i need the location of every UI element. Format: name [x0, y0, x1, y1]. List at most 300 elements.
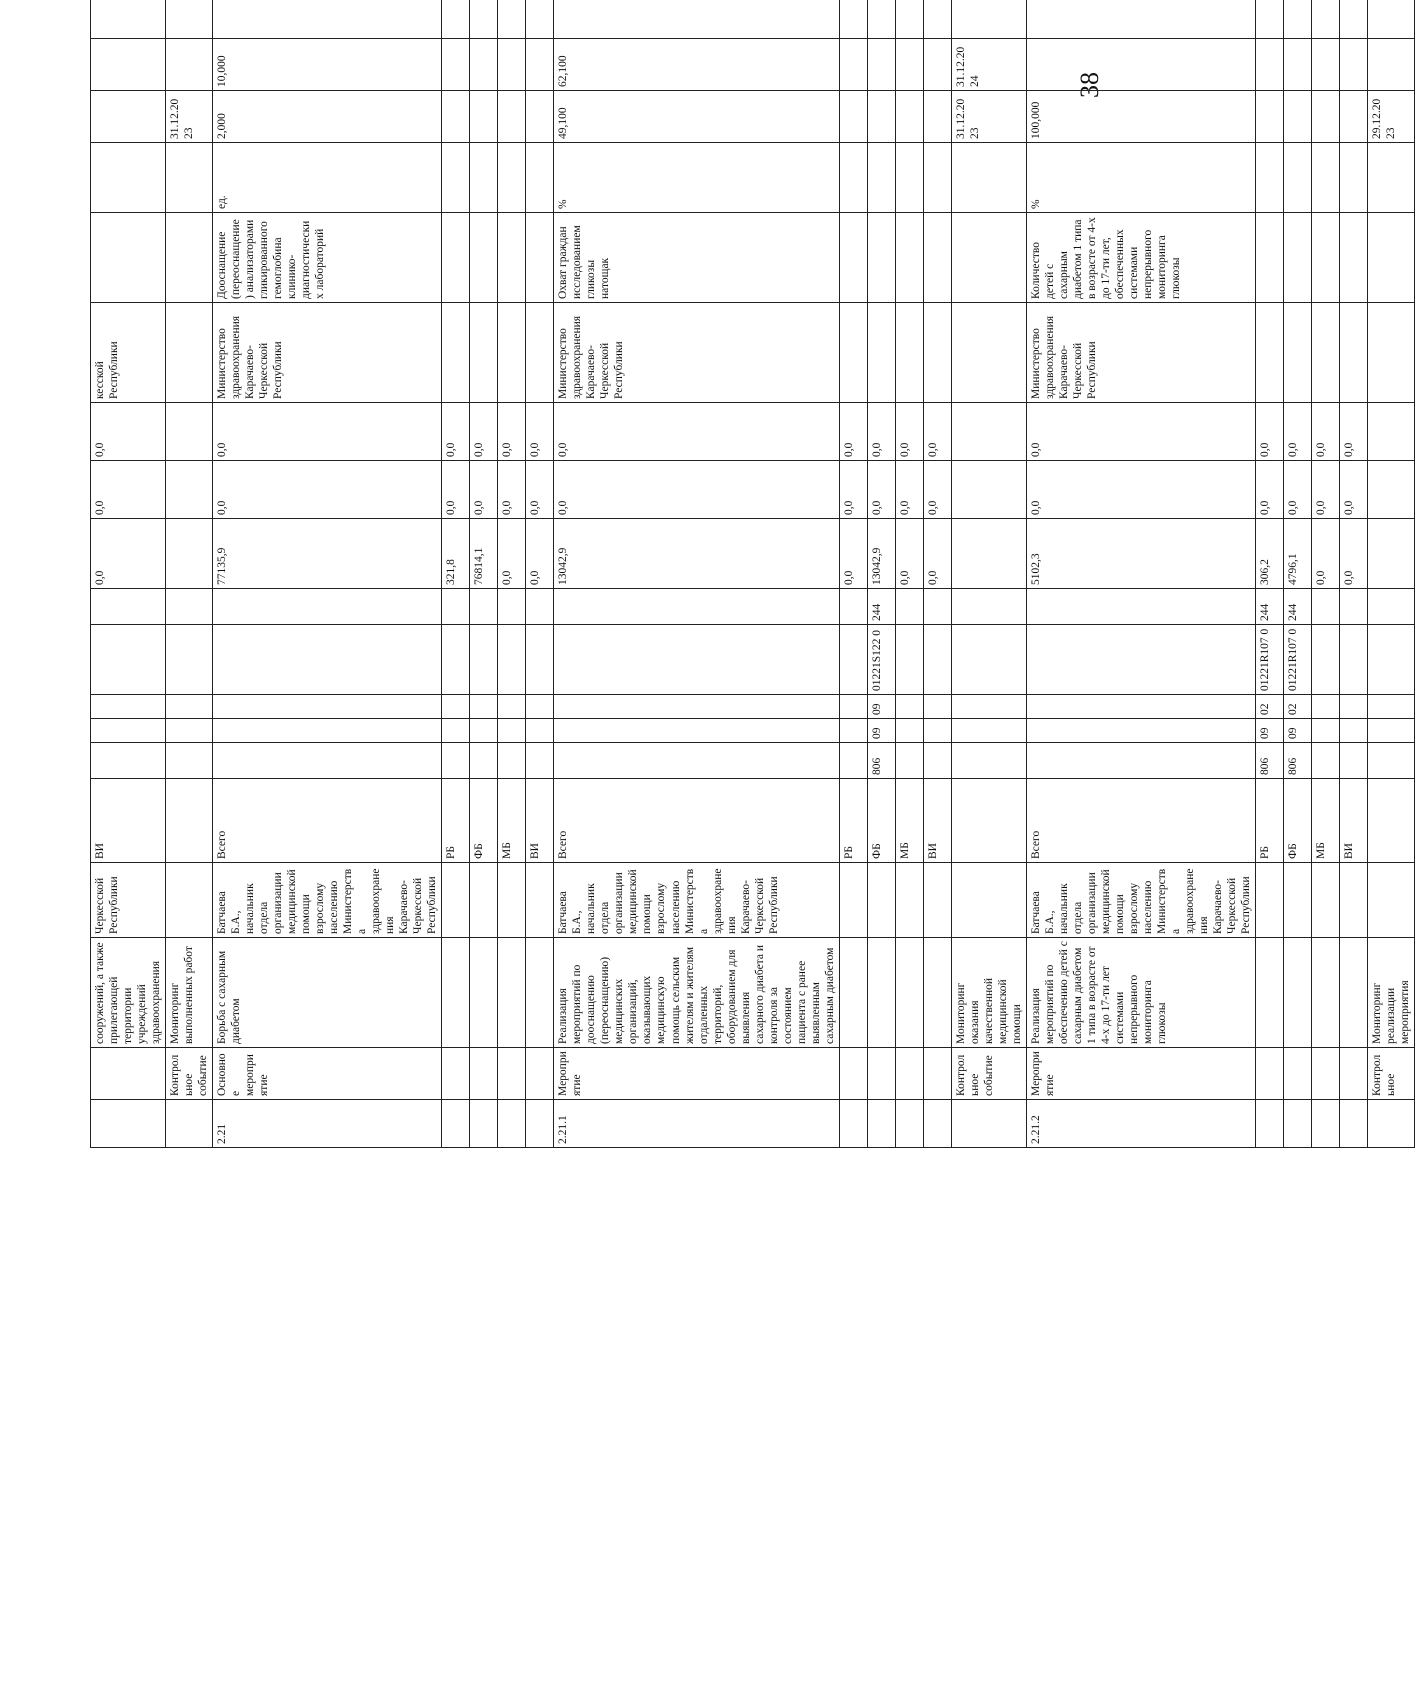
table-cell: [442, 938, 470, 1048]
table-cell: [895, 39, 923, 91]
table-cell: [839, 938, 867, 1048]
table-cell: [951, 779, 1026, 863]
table-cell: [91, 719, 166, 743]
table-cell: [91, 0, 166, 39]
table-cell: 0,0: [526, 519, 554, 589]
table-cell: [442, 695, 470, 719]
table-cell: 0,0: [1284, 461, 1312, 519]
table-cell: Всего: [554, 779, 839, 863]
table-cell: [166, 303, 213, 403]
table-cell: [895, 1100, 923, 1148]
table-cell: [498, 143, 526, 213]
table-cell: РБ: [839, 779, 867, 863]
table-cell: Министерство здравоохранения Карачаево-Черкесской Республики: [1026, 303, 1255, 403]
table-cell: [895, 303, 923, 403]
table-cell: [526, 1048, 554, 1100]
table-cell: [554, 719, 839, 743]
table-cell: [442, 589, 470, 625]
table-cell: [442, 143, 470, 213]
table-cell: [498, 719, 526, 743]
table-cell: 0,0: [91, 403, 166, 461]
table-cell: МБ: [895, 779, 923, 863]
table-cell: [526, 143, 554, 213]
table-cell: Всего: [1026, 779, 1255, 863]
table-cell: [895, 625, 923, 695]
table-cell: [213, 719, 442, 743]
table-cell: [470, 863, 498, 938]
table-cell: [526, 1100, 554, 1148]
table-cell: [1312, 39, 1340, 91]
table-cell: 09: [1284, 719, 1312, 743]
table-cell: [498, 303, 526, 403]
table-cell: [1368, 0, 1415, 39]
table-cell: 244: [1284, 589, 1312, 625]
table-cell: 0,0: [1340, 403, 1368, 461]
table-cell: [1368, 719, 1415, 743]
table-cell: 0,0: [839, 403, 867, 461]
table-row: [166, 0, 213, 1148]
table-cell: [1026, 39, 1255, 91]
table-cell: [951, 303, 1026, 403]
table-cell: [1368, 695, 1415, 719]
table-cell: [554, 0, 839, 39]
table-cell: [1284, 863, 1312, 938]
table-cell: [895, 863, 923, 938]
table-cell: 31.12.2023: [166, 91, 213, 143]
table-cell: [1256, 143, 1284, 213]
table-cell: [166, 625, 213, 695]
table-row: [213, 0, 442, 1148]
table-cell: [951, 625, 1026, 695]
table-cell: [839, 1048, 867, 1100]
table-cell: 0,0: [1340, 519, 1368, 589]
table-cell: [91, 589, 166, 625]
table-cell: ВИ: [923, 779, 951, 863]
table-cell: [470, 0, 498, 39]
table-cell: [1312, 0, 1340, 39]
table-cell: [442, 303, 470, 403]
page-number: 38: [1075, 72, 1104, 98]
table-cell: [213, 695, 442, 719]
table-cell: [498, 863, 526, 938]
table-cell: [951, 461, 1026, 519]
table-cell: [923, 743, 951, 779]
table-cell: 0,0: [470, 403, 498, 461]
table-cell: 806: [1284, 743, 1312, 779]
table-cell: [442, 91, 470, 143]
table-cell: [839, 695, 867, 719]
table-cell: [1368, 625, 1415, 695]
table-cell: [470, 695, 498, 719]
table-cell: [839, 0, 867, 39]
table-cell: [1368, 519, 1415, 589]
table-cell: 0,0: [1340, 461, 1368, 519]
table-cell: [1284, 303, 1312, 403]
table-cell: [554, 625, 839, 695]
table-cell: [470, 743, 498, 779]
table-cell: 0,0: [867, 403, 895, 461]
table-cell: 244: [1256, 589, 1284, 625]
table-row: [91, 0, 166, 1148]
table-cell: Борьба с сахарным диабетом: [213, 938, 442, 1048]
table-cell: [213, 743, 442, 779]
table-cell: [498, 695, 526, 719]
table-cell: 0,0: [839, 461, 867, 519]
table-cell: [1256, 938, 1284, 1048]
table-cell: [1368, 39, 1415, 91]
table-cell: [895, 589, 923, 625]
table-cell: [1312, 303, 1340, 403]
table-cell: МБ: [498, 779, 526, 863]
table-cell: ФБ: [867, 779, 895, 863]
table-row: [526, 0, 554, 1148]
table-cell: [1368, 213, 1415, 303]
table-cell: 0,0: [1026, 403, 1255, 461]
table-cell: [498, 1100, 526, 1148]
table-cell: 02: [1256, 695, 1284, 719]
table-cell: [1368, 743, 1415, 779]
table-cell: [526, 39, 554, 91]
table-cell: 0,0: [895, 403, 923, 461]
table-cell: РБ: [442, 779, 470, 863]
table-cell: [951, 743, 1026, 779]
table-cell: [839, 589, 867, 625]
table-cell: [895, 143, 923, 213]
table-cell: [91, 91, 166, 143]
table-cell: 0,0: [442, 403, 470, 461]
table-cell: ВИ: [1340, 779, 1368, 863]
table-cell: [1368, 863, 1415, 938]
table-cell: [923, 213, 951, 303]
table-cell: [442, 0, 470, 39]
table-cell: [923, 303, 951, 403]
table-cell: [213, 0, 442, 39]
table-cell: 77135,9: [213, 519, 442, 589]
table-cell: [839, 863, 867, 938]
table-cell: [442, 625, 470, 695]
table-cell: [498, 39, 526, 91]
table-row: [1340, 0, 1368, 1148]
table-cell: [867, 863, 895, 938]
table-row: [1256, 0, 1284, 1148]
table-cell: [839, 743, 867, 779]
table-row: [442, 0, 470, 1148]
table-cell: [442, 863, 470, 938]
table-cell: [895, 938, 923, 1048]
table-cell: 2.21: [213, 1100, 442, 1148]
table-cell: Контрольное событие: [951, 1048, 1026, 1100]
table-cell: МБ: [1312, 779, 1340, 863]
table-row: [498, 0, 526, 1148]
table-cell: 49,100: [554, 91, 839, 143]
table-cell: Реализация мероприятий по обеспечению детей с сахарным диабетом 1 типа в возрасте от 4-х до 17-ти лет системами непрерывного мониторинга глюкозы: [1026, 938, 1255, 1048]
table-cell: [923, 1048, 951, 1100]
table-cell: [1340, 1100, 1368, 1148]
table-cell: [1284, 0, 1312, 39]
table-cell: [166, 39, 213, 91]
table-cell: [1340, 743, 1368, 779]
table-cell: [166, 143, 213, 213]
table-cell: [951, 213, 1026, 303]
table-cell: [166, 0, 213, 39]
table-cell: [1340, 938, 1368, 1048]
table-cell: [923, 625, 951, 695]
table-cell: [923, 143, 951, 213]
table-cell: [166, 695, 213, 719]
table-cell: [1256, 39, 1284, 91]
table-cell: [526, 213, 554, 303]
table-cell: 0,0: [554, 461, 839, 519]
table-cell: [1340, 213, 1368, 303]
table-cell: 31.12.2024: [951, 39, 1026, 91]
table-cell: [1340, 0, 1368, 39]
table-cell: [1284, 213, 1312, 303]
table-cell: [1368, 143, 1415, 213]
table-cell: [1256, 863, 1284, 938]
table-cell: [951, 403, 1026, 461]
table-cell: 13042,9: [554, 519, 839, 589]
table-cell: [1340, 719, 1368, 743]
table-cell: 13042,9: [867, 519, 895, 589]
table-cell: 321,8: [442, 519, 470, 589]
table-cell: [1312, 589, 1340, 625]
table-cell: [951, 143, 1026, 213]
table-row: [1284, 0, 1312, 1148]
table-cell: Мониторинг оказания качественной медицинской помощи: [951, 938, 1026, 1048]
table-cell: [498, 625, 526, 695]
table-row: [1368, 0, 1415, 1148]
table-row: [554, 0, 839, 1148]
table-row: [923, 0, 951, 1148]
table-cell: [867, 143, 895, 213]
table-cell: Министерство здравоохранения Карачаево-Черкесской Республики: [213, 303, 442, 403]
table-cell: [1312, 91, 1340, 143]
table-cell: [1368, 461, 1415, 519]
table-cell: [867, 1048, 895, 1100]
table-cell: 2.21.2: [1026, 1100, 1255, 1148]
table-cell: [839, 91, 867, 143]
table-cell: [951, 589, 1026, 625]
table-cell: [470, 143, 498, 213]
table-cell: [442, 743, 470, 779]
table-cell: [1284, 1048, 1312, 1100]
table-cell: [166, 863, 213, 938]
table-cell: [470, 625, 498, 695]
table-cell: [166, 213, 213, 303]
table-cell: [166, 403, 213, 461]
table-cell: [526, 625, 554, 695]
table-cell: сооружений, а также прилегающей территории учреждений здравоохранения: [91, 938, 166, 1048]
table-cell: [1312, 695, 1340, 719]
table-cell: 0,0: [1312, 403, 1340, 461]
table-cell: [1368, 1100, 1415, 1148]
table-cell: [442, 1048, 470, 1100]
table-cell: 0,0: [923, 461, 951, 519]
table-cell: 0,0: [1256, 403, 1284, 461]
table-cell: [1284, 39, 1312, 91]
table-cell: 2,000: [213, 91, 442, 143]
table-cell: %: [554, 143, 839, 213]
table-cell: [867, 0, 895, 39]
table-cell: [554, 743, 839, 779]
table-cell: [442, 213, 470, 303]
table-cell: [1026, 625, 1255, 695]
table-cell: [1256, 303, 1284, 403]
table-cell: 100,000: [1026, 91, 1255, 143]
table-cell: [1312, 863, 1340, 938]
table-cell: Мероприятие: [554, 1048, 839, 1100]
table-cell: [923, 1100, 951, 1148]
table-cell: Дооснащение (переоснащение) анализаторами гликированного гемоглобина клинико-диагностических лабораторий: [213, 213, 442, 303]
table-cell: [470, 303, 498, 403]
table-cell: 0,0: [867, 461, 895, 519]
table-cell: [1256, 213, 1284, 303]
table-cell: 29.12.2023: [1368, 91, 1415, 143]
table-cell: [1312, 143, 1340, 213]
table-cell: [470, 91, 498, 143]
table-cell: [1368, 589, 1415, 625]
table-cell: 0,0: [923, 403, 951, 461]
table-cell: [867, 303, 895, 403]
table-cell: 0,0: [470, 461, 498, 519]
table-cell: [1284, 143, 1312, 213]
table-cell: [923, 695, 951, 719]
table-cell: [839, 719, 867, 743]
program-activities-table: [90, 0, 1415, 1148]
table-cell: [1340, 39, 1368, 91]
table-cell: Всего: [213, 779, 442, 863]
table-cell: кесской Республики: [91, 303, 166, 403]
table-cell: [1026, 743, 1255, 779]
table-cell: [1312, 1100, 1340, 1148]
table-cell: [1312, 1048, 1340, 1100]
table-cell: [1284, 938, 1312, 1048]
table-cell: [1312, 213, 1340, 303]
table-cell: [1256, 91, 1284, 143]
table-cell: [498, 91, 526, 143]
table-cell: [1026, 719, 1255, 743]
table-cell: [839, 213, 867, 303]
table-cell: 62,100: [554, 39, 839, 91]
table-cell: ед.: [213, 143, 442, 213]
table-cell: [166, 589, 213, 625]
table-cell: 02: [1284, 695, 1312, 719]
table-cell: 0,0: [498, 461, 526, 519]
table-cell: 244: [867, 589, 895, 625]
table-cell: [166, 743, 213, 779]
table-cell: [895, 743, 923, 779]
table-cell: [923, 91, 951, 143]
table-cell: [1340, 143, 1368, 213]
table-cell: Мониторинг выполненных работ: [166, 938, 213, 1048]
table-cell: Реализация мероприятий по дооснащению (переоснащению) медицинских организаций, оказывающих медицинскую помощь сельским жителям и жителям отдаленных территорий, оборудованием для выявления сахарного диабета и контроля за состоянием пациента с ранее выявленным сахарным диабетом: [554, 938, 839, 1048]
table-cell: [526, 303, 554, 403]
table-cell: [1026, 0, 1255, 39]
table-cell: Контрольное событие: [166, 1048, 213, 1100]
table-cell: 0,0: [213, 461, 442, 519]
table-cell: [526, 743, 554, 779]
table-cell: [895, 695, 923, 719]
table-cell: ВИ: [91, 779, 166, 863]
table-cell: [1284, 91, 1312, 143]
table-cell: [554, 695, 839, 719]
table-cell: [470, 39, 498, 91]
table-cell: Охват граждан исследованием гликозы натощак: [554, 213, 839, 303]
table-cell: 0,0: [839, 519, 867, 589]
table-cell: [91, 743, 166, 779]
table-cell: [526, 91, 554, 143]
table-cell: 01221R107 0: [1256, 625, 1284, 695]
table-cell: 0,0: [1312, 461, 1340, 519]
table-cell: [1340, 1048, 1368, 1100]
table-cell: [91, 39, 166, 91]
table-cell: [951, 0, 1026, 39]
table-cell: [442, 39, 470, 91]
table-cell: [526, 719, 554, 743]
table-cell: 0,0: [1256, 461, 1284, 519]
table-cell: РБ: [1256, 779, 1284, 863]
table-cell: [923, 719, 951, 743]
table-cell: 0,0: [1284, 403, 1312, 461]
table-cell: [1256, 0, 1284, 39]
table-cell: [951, 719, 1026, 743]
table-cell: 01221R107 0: [1284, 625, 1312, 695]
table-cell: [166, 779, 213, 863]
table-cell: [166, 461, 213, 519]
table-cell: [867, 39, 895, 91]
table-cell: [1340, 589, 1368, 625]
table-cell: 5102,3: [1026, 519, 1255, 589]
table-cell: [923, 863, 951, 938]
table-cell: 806: [1256, 743, 1284, 779]
table-cell: [1026, 589, 1255, 625]
table-cell: Батчаева Б.А., начальник отдела организации медицинской помощи взрослому населению Министерства здравоохранения Карачаево-Черкесской Республики: [554, 863, 839, 938]
table-cell: 0,0: [1312, 519, 1340, 589]
table-cell: 306,2: [1256, 519, 1284, 589]
table-cell: [470, 213, 498, 303]
table-cell: ВИ: [526, 779, 554, 863]
table-cell: [951, 519, 1026, 589]
table-cell: 0,0: [213, 403, 442, 461]
table-cell: %: [1026, 143, 1255, 213]
table-cell: Мероприятие: [1026, 1048, 1255, 1100]
table-cell: [91, 695, 166, 719]
table-cell: [498, 1048, 526, 1100]
table-cell: 09: [867, 719, 895, 743]
table-cell: [554, 589, 839, 625]
table-cell: [867, 91, 895, 143]
table-cell: Черкесской Республики: [91, 863, 166, 938]
table-cell: [470, 1100, 498, 1148]
table-cell: 0,0: [91, 519, 166, 589]
table-cell: [91, 213, 166, 303]
table-cell: Министерство здравоохранения Карачаево-Черкесской Республики: [554, 303, 839, 403]
table-cell: [1312, 743, 1340, 779]
table-cell: Количество детей с сахарным диабетом 1 типа в возрасте от 4-х до 17-ти лет, обеспеченных системами непрерывного мониторинга глюкозы: [1026, 213, 1255, 303]
table-cell: 806: [867, 743, 895, 779]
table-cell: 09: [867, 695, 895, 719]
table-cell: 0,0: [554, 403, 839, 461]
table-cell: [951, 1100, 1026, 1148]
table-cell: [1284, 1100, 1312, 1148]
table-cell: [526, 938, 554, 1048]
table-cell: 0,0: [895, 519, 923, 589]
table-cell: 0,0: [923, 519, 951, 589]
table-cell: [839, 39, 867, 91]
table-cell: 0,0: [526, 403, 554, 461]
table-cell: [166, 1100, 213, 1148]
table-cell: 0,0: [895, 461, 923, 519]
